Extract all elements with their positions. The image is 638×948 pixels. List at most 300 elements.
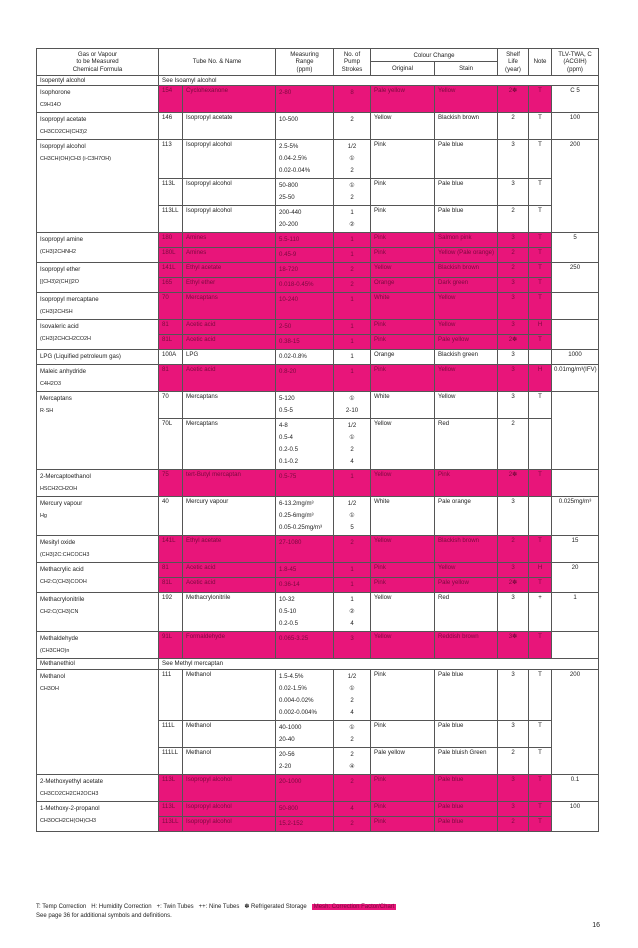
strokes-value: 1/2: [347, 422, 357, 430]
strokes-value: 1: [350, 353, 354, 361]
see-reference: See Methyl mercaptan: [159, 659, 599, 669]
tlv-value: 0.1: [552, 774, 599, 801]
range-value: 6-13.2mg/m³: [279, 500, 314, 508]
measuring-range: [276, 801, 334, 816]
chemical-formula: (CH3)2CHSH: [40, 309, 73, 316]
pump-strokes: [334, 263, 371, 278]
table-body: [37, 75, 599, 831]
chemical-formula: Hg: [40, 513, 47, 520]
tube-name: Ethyl acetate: [183, 263, 276, 278]
range-value: 0.2-0.5: [279, 446, 298, 454]
range-value: 0.02-0.04%: [279, 167, 311, 175]
tlv-value: [552, 293, 599, 320]
shelf-life: 3: [498, 350, 529, 365]
table-row: [37, 497, 599, 536]
range-value: 20-1000: [279, 777, 302, 785]
note: T: [529, 278, 552, 293]
pump-strokes: [334, 563, 371, 578]
tube-name: LPG: [183, 350, 276, 365]
shelf-life: 3: [498, 720, 529, 747]
pump-strokes: [334, 470, 371, 497]
note: T: [529, 747, 552, 774]
table-row: [37, 593, 599, 632]
legend-symbols: T: Temp Correction H: Humidity Correction +: Twin Tubes ++: Nine Tubes ✽ Refrigerated Storage: [36, 904, 312, 910]
gas-name: 2-Mercaptoethanol: [40, 473, 91, 481]
strokes-value: 1: [350, 596, 354, 604]
pump-strokes: [334, 113, 371, 140]
measuring-range: [276, 632, 334, 659]
measuring-range: [276, 536, 334, 563]
range-value: 5.5-110: [279, 236, 300, 244]
colour-stain: Yellow: [435, 86, 498, 113]
chemical-formula: HSCH2CH2OH: [40, 486, 78, 493]
range-value: 0.05-0.25mg/m³: [279, 524, 323, 532]
colour-stain: Red: [435, 593, 498, 632]
tube-name: Acetic acid: [183, 578, 276, 593]
colour-original: White: [371, 497, 435, 536]
shelf-life: 3: [498, 801, 529, 816]
note: [529, 497, 552, 536]
pump-strokes: [334, 774, 371, 801]
tlv-value: [552, 320, 599, 350]
range-value: 27-1080: [279, 539, 302, 547]
colour-stain: Blackish brown: [435, 113, 498, 140]
colour-original: Pale yellow: [371, 86, 435, 113]
colour-stain: Salmon pink: [435, 233, 498, 248]
note: T: [529, 801, 552, 816]
tube-name: tert-Butyl mercaptan: [183, 470, 276, 497]
legend-line-2: See page 36 for additional symbols and definitions.: [36, 913, 172, 919]
note: +: [529, 593, 552, 632]
shelf-life: 3: [498, 392, 529, 419]
colour-stain: Pale bluish Green: [435, 747, 498, 774]
chemical-formula: CH2:C(CH3)CN: [40, 609, 79, 616]
shelf-life: 2: [498, 113, 529, 140]
strokes-value: 1: [350, 236, 354, 244]
shelf-life: 3: [498, 233, 529, 248]
strokes-value: 5: [350, 524, 354, 532]
table-row: [37, 659, 599, 669]
strokes-value: ②: [349, 221, 355, 229]
pump-strokes: [334, 747, 371, 774]
pump-strokes: [334, 392, 371, 419]
table-row: [37, 75, 599, 85]
gas-name: Mesityl oxide: [40, 539, 76, 547]
colour-stain: Pale orange: [435, 497, 498, 536]
tube-name: Isopropyl alcohol: [183, 179, 276, 206]
shelf-life: 2✽: [498, 86, 529, 113]
tube-number: 111LL: [159, 747, 183, 774]
range-value: 10-500: [279, 116, 298, 124]
gas-name-cell: [37, 140, 159, 233]
gas-name-cell: [37, 801, 159, 831]
strokes-value: ①: [349, 434, 355, 442]
range-value: 0.1-0.2: [279, 458, 298, 466]
pump-strokes: [334, 720, 371, 747]
colour-stain: Reddish brown: [435, 632, 498, 659]
chemical-formula: CH3OCH2CH(OH)CH3: [40, 817, 97, 824]
gas-name: 1-Methoxy-2-propanol: [40, 804, 100, 812]
measuring-range: [276, 179, 334, 206]
colour-stain: Red: [435, 419, 498, 470]
gas-name: Maleic anhydride: [40, 368, 87, 376]
tube-name: Mercaptans: [183, 392, 276, 419]
measuring-range: [276, 293, 334, 320]
measuring-range: [276, 263, 334, 278]
note: T: [529, 335, 552, 350]
shelf-life: 3: [498, 293, 529, 320]
pump-strokes: [334, 350, 371, 365]
strokes-value: 8: [350, 89, 354, 97]
strokes-value: 2: [350, 266, 354, 274]
gas-name: Methaldehyde: [40, 635, 79, 643]
note: [529, 350, 552, 365]
shelf-life: 3: [498, 365, 529, 392]
tube-name: Methanol: [183, 747, 276, 774]
tube-name: Formaldehyde: [183, 632, 276, 659]
tube-number: 81L: [159, 578, 183, 593]
range-value: 2-80: [279, 89, 292, 97]
strokes-value: 3: [350, 635, 354, 643]
table-row: [37, 233, 599, 248]
tube-name: Acetic acid: [183, 320, 276, 335]
header-original: Original: [371, 62, 435, 75]
colour-original: Pink: [371, 140, 435, 179]
shelf-life: 2✽: [498, 578, 529, 593]
range-value: 18-720: [279, 266, 298, 274]
strokes-value: ①: [349, 512, 355, 520]
range-value: 0.018-0.45%: [279, 281, 314, 289]
strokes-value: 1: [350, 323, 354, 331]
strokes-value: 2: [350, 696, 354, 704]
gas-name-cell: [37, 536, 159, 563]
table-row: [37, 113, 599, 140]
range-value: 0.065-3.25: [279, 635, 309, 643]
tube-name: Isopropyl alcohol: [183, 774, 276, 801]
range-value: 0.02-1.5%: [279, 684, 307, 692]
range-value: 1.8-45: [279, 566, 297, 574]
colour-original: Yellow: [371, 419, 435, 470]
range-value: 10-240: [279, 296, 298, 304]
measuring-range: [276, 233, 334, 248]
gas-tube-table: [36, 48, 599, 832]
note: H: [529, 320, 552, 335]
colour-original: Pink: [371, 233, 435, 248]
table-row: [37, 536, 599, 563]
tube-name: Amines: [183, 248, 276, 263]
note: T: [529, 179, 552, 206]
tlv-value: 0.01mg/m³(IFV): [552, 365, 599, 392]
colour-original: Pink: [371, 206, 435, 233]
colour-stain: Yellow: [435, 392, 498, 419]
shelf-life: 3: [498, 593, 529, 632]
chemical-formula: R·SH: [40, 408, 54, 415]
range-value: 200-440: [279, 209, 302, 217]
gas-name-cell: [37, 365, 159, 392]
measuring-range: [276, 392, 334, 419]
colour-stain: Pink: [435, 470, 498, 497]
colour-stain: Pale blue: [435, 801, 498, 816]
tube-number: 141L: [159, 263, 183, 278]
range-value: 15.2-152: [279, 819, 304, 827]
measuring-range: [276, 140, 334, 179]
gas-name: Methanethiol: [37, 659, 159, 669]
measuring-range: [276, 113, 334, 140]
note: T: [529, 816, 552, 831]
colour-original: Pink: [371, 365, 435, 392]
measuring-range: [276, 669, 334, 720]
measuring-range: [276, 320, 334, 335]
legend: [36, 903, 396, 921]
range-value: 40-1000: [279, 723, 302, 731]
range-value: 0.5-5: [279, 407, 293, 415]
table-row: [37, 86, 599, 113]
shelf-life: 3: [498, 669, 529, 720]
colour-stain: Pale blue: [435, 206, 498, 233]
tlv-value: [552, 470, 599, 497]
table-row: [37, 263, 599, 278]
colour-original: Pink: [371, 816, 435, 831]
gas-name-cell: [37, 113, 159, 140]
shelf-life: 2: [498, 206, 529, 233]
strokes-value: ①: [349, 723, 355, 731]
pump-strokes: [334, 578, 371, 593]
tube-name: Amines: [183, 233, 276, 248]
shelf-life: 2: [498, 816, 529, 831]
strokes-value: 1: [350, 368, 354, 376]
range-value: 4-8: [279, 422, 288, 430]
colour-original: Pink: [371, 774, 435, 801]
strokes-value: 4: [350, 458, 354, 466]
table-row: [37, 470, 599, 497]
colour-stain: Yellow: [435, 365, 498, 392]
colour-stain: Yellow: [435, 320, 498, 335]
shelf-life: 3: [498, 563, 529, 578]
tube-name: Isopropyl alcohol: [183, 816, 276, 831]
tube-number: 113L: [159, 801, 183, 816]
gas-name-cell: [37, 392, 159, 470]
shelf-life: 3: [498, 179, 529, 206]
tube-number: 75: [159, 470, 183, 497]
shelf-life: 2: [498, 248, 529, 263]
pump-strokes: [334, 632, 371, 659]
colour-stain: Pale blue: [435, 816, 498, 831]
tube-number: 81: [159, 365, 183, 392]
gas-name-cell: [37, 263, 159, 293]
tlv-value: 250: [552, 263, 599, 293]
tube-number: 91L: [159, 632, 183, 659]
measuring-range: [276, 278, 334, 293]
range-value: 50-800: [279, 804, 298, 812]
colour-stain: Yellow (Pale orange): [435, 248, 498, 263]
chemical-formula: CH3OH: [40, 685, 59, 692]
measuring-range: [276, 248, 334, 263]
colour-original: Pink: [371, 720, 435, 747]
tube-number: 141L: [159, 536, 183, 563]
chemical-formula: CH3CO2CH(CH3)2: [40, 129, 88, 136]
pump-strokes: [334, 536, 371, 563]
colour-original: Yellow: [371, 632, 435, 659]
tube-name: Acetic acid: [183, 365, 276, 392]
header-tlv: TLV-TWA, C (ACGIH) (ppm): [552, 49, 599, 76]
strokes-value: ②: [349, 608, 355, 616]
shelf-life: 2: [498, 536, 529, 563]
range-value: 1.5-4.5%: [279, 672, 304, 680]
measuring-range: [276, 747, 334, 774]
strokes-value: 2: [350, 777, 354, 785]
pump-strokes: [334, 233, 371, 248]
chemical-formula: CH3CO2CH2CH2OCH3: [40, 790, 99, 797]
strokes-value: 1/2: [347, 672, 357, 680]
note: T: [529, 293, 552, 320]
colour-stain: Pale blue: [435, 669, 498, 720]
table-row: [37, 801, 599, 816]
colour-original: Pink: [371, 578, 435, 593]
chemical-formula: C9H14O: [40, 102, 61, 109]
strokes-value: 4: [350, 708, 354, 716]
table-row: [37, 774, 599, 801]
tube-number: 146: [159, 113, 183, 140]
range-value: 0.002-0.004%: [279, 708, 317, 716]
gas-name: Methanol: [40, 672, 66, 680]
colour-original: Yellow: [371, 470, 435, 497]
range-value: 0.02-0.8%: [279, 353, 307, 361]
tlv-value: [552, 392, 599, 470]
pump-strokes: [334, 669, 371, 720]
tube-name: Methacrylonitrile: [183, 593, 276, 632]
tlv-value: 100: [552, 801, 599, 831]
measuring-range: [276, 563, 334, 578]
table-header: [37, 49, 599, 76]
colour-original: Yellow: [371, 113, 435, 140]
measuring-range: [276, 350, 334, 365]
colour-original: Pink: [371, 563, 435, 578]
colour-original: Orange: [371, 350, 435, 365]
legend-line-1: [36, 903, 396, 912]
note: T: [529, 536, 552, 563]
strokes-value: 1: [350, 473, 354, 481]
gas-name: Isopropyl amine: [40, 236, 84, 244]
shelf-life: 3: [498, 140, 529, 179]
pump-strokes: [334, 365, 371, 392]
note: T: [529, 248, 552, 263]
colour-original: Pink: [371, 179, 435, 206]
strokes-value: ①: [349, 182, 355, 190]
gas-name-cell: [37, 774, 159, 801]
measuring-range: [276, 816, 334, 831]
colour-stain: Pale blue: [435, 179, 498, 206]
tube-number: 154: [159, 86, 183, 113]
tube-number: 70L: [159, 419, 183, 470]
range-value: 0.5-4: [279, 434, 293, 442]
tube-number: 40: [159, 497, 183, 536]
shelf-life: 2: [498, 263, 529, 278]
gas-name: Mercury vapour: [40, 500, 83, 508]
measuring-range: [276, 497, 334, 536]
tlv-value: 200: [552, 140, 599, 233]
colour-stain: Pale blue: [435, 774, 498, 801]
table-row: [37, 669, 599, 720]
colour-stain: Blackish brown: [435, 263, 498, 278]
colour-original: Yellow: [371, 263, 435, 278]
tlv-value: 5: [552, 233, 599, 263]
tube-number: 180: [159, 233, 183, 248]
gas-name-cell: [37, 632, 159, 659]
gas-name: Isopropyl mercaptane: [40, 296, 99, 304]
colour-original: White: [371, 392, 435, 419]
strokes-value: 2: [350, 819, 354, 827]
shelf-life: 2: [498, 419, 529, 470]
tube-number: 70: [159, 293, 183, 320]
range-value: 2-20: [279, 762, 292, 770]
tlv-value: 1000: [552, 350, 599, 365]
range-value: 20-200: [279, 221, 298, 229]
note: [529, 419, 552, 470]
tube-number: 81: [159, 563, 183, 578]
colour-stain: Blackish green: [435, 350, 498, 365]
strokes-value: ①: [349, 684, 355, 692]
shelf-life: 3: [498, 774, 529, 801]
measuring-range: [276, 335, 334, 350]
gas-name-cell: [37, 320, 159, 350]
tlv-value: 15: [552, 536, 599, 563]
gas-name: Mercaptans: [40, 395, 72, 403]
note: T: [529, 470, 552, 497]
pump-strokes: [334, 593, 371, 632]
table-row: [37, 350, 599, 365]
strokes-value: 2: [350, 194, 354, 202]
note: H: [529, 563, 552, 578]
tube-number: 113: [159, 140, 183, 179]
tube-number: 113L: [159, 179, 183, 206]
range-value: 0.2-0.5: [279, 620, 298, 628]
table-row: [37, 140, 599, 179]
pump-strokes: [334, 278, 371, 293]
strokes-value: 2: [350, 167, 354, 175]
note: T: [529, 669, 552, 720]
gas-name-cell: [37, 669, 159, 774]
gas-name: Isophorone: [40, 89, 71, 97]
see-reference: See Isoamyl alcohol: [159, 75, 599, 85]
gas-name-cell: [37, 350, 159, 365]
tube-number: 192: [159, 593, 183, 632]
header-stain: Stain: [435, 62, 498, 75]
table-row: [37, 392, 599, 419]
header-strokes: No. of Pump Strokes: [334, 49, 371, 76]
colour-original: Pink: [371, 801, 435, 816]
note: T: [529, 113, 552, 140]
tube-name: Isopropyl acetate: [183, 113, 276, 140]
strokes-value: 1/2: [347, 143, 357, 151]
measuring-range: [276, 86, 334, 113]
note: T: [529, 206, 552, 233]
tube-name: Mercury vapour: [183, 497, 276, 536]
measuring-range: [276, 720, 334, 747]
gas-name-cell: [37, 86, 159, 113]
strokes-value: 2-10: [345, 407, 359, 415]
range-value: 2-50: [279, 323, 292, 331]
pump-strokes: [334, 179, 371, 206]
pump-strokes: [334, 816, 371, 831]
strokes-value: ①: [349, 155, 355, 163]
shelf-life: 3: [498, 278, 529, 293]
note: T: [529, 263, 552, 278]
legend-highlight-swatch: Mesh: Correction Factor/Chart: [313, 904, 395, 910]
chemical-formula: CH3CH(OH)CH3 (i-C3H7OH): [40, 156, 111, 163]
colour-original: Yellow: [371, 593, 435, 632]
colour-stain: Dark green: [435, 278, 498, 293]
range-value: 0.04-2.5%: [279, 155, 307, 163]
